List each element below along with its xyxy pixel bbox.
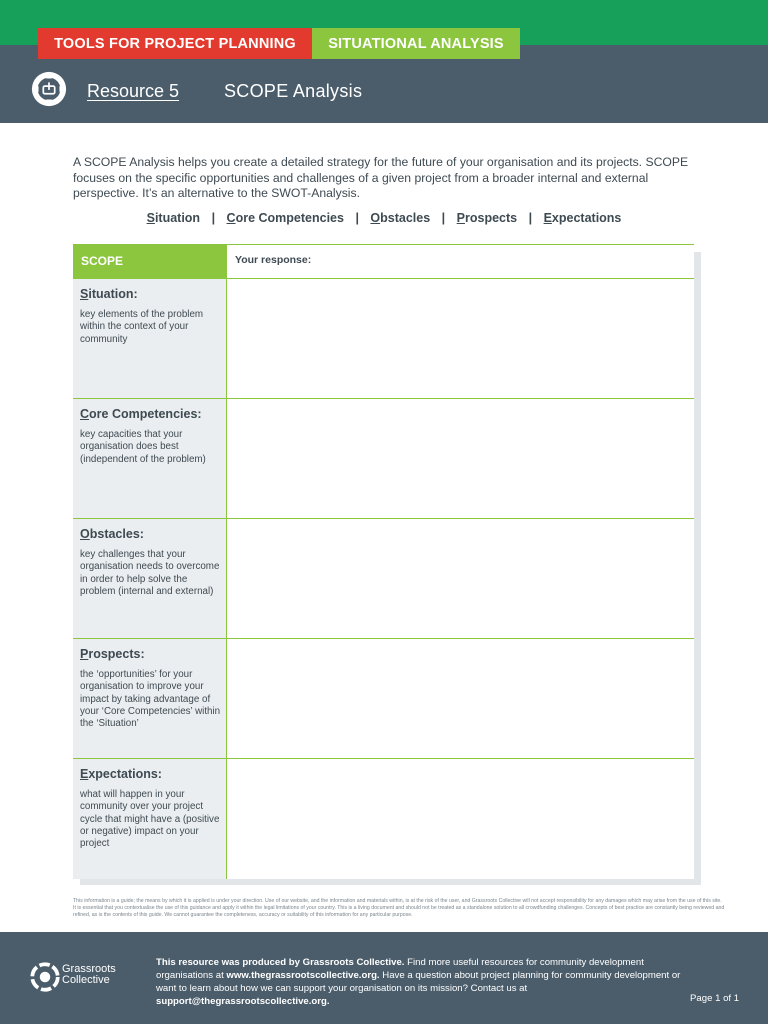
row-label-cell	[73, 399, 226, 518]
nav-separator: |	[528, 211, 533, 225]
row-description: key challenges that your organisation needs to overcome in order to help solve the problem (internal and external)	[80, 549, 220, 597]
row-title: Expectations:	[80, 767, 162, 781]
row-label-cell	[73, 759, 226, 879]
intro-paragraph: A SCOPE Analysis helps you create a detailed strategy for the future of your organisation and its projects. SCOPE focuses on the specific opportunities and challenges of a given project from a broader internal and external perspective. It’s an alternative to the SWOT-Analysis.	[73, 155, 689, 200]
row-label-cell	[73, 279, 226, 398]
nav-expectations: Expectations	[543, 211, 622, 225]
row-label-cell	[73, 519, 226, 638]
row-description: key elements of the problem within the context of your community	[80, 309, 204, 345]
table-row-obstacles	[73, 519, 694, 639]
response-field-prospects[interactable]	[226, 639, 694, 758]
row-description: key capacities that your organisation does best (independent of the problem)	[80, 429, 206, 465]
row-title: Core Competencies:	[80, 407, 202, 421]
website-link[interactable]: www.thegrassrootscollective.org.	[226, 970, 380, 981]
response-field-obstacles[interactable]	[226, 519, 694, 638]
table-row-expectations	[73, 759, 694, 879]
row-label-cell	[73, 639, 226, 758]
resource-number: Resource 5	[87, 81, 180, 101]
nav-separator: |	[211, 211, 216, 225]
nav-situation: Situation	[146, 211, 201, 225]
table-row-core-competencies	[73, 399, 694, 519]
row-title: Situation:	[80, 287, 138, 301]
support-email-link[interactable]: support@thegrassrootscollective.org.	[156, 996, 330, 1007]
grassroots-logo-icon	[30, 962, 60, 992]
tab-situational-analysis: SITUATIONAL ANALYSIS	[312, 28, 520, 59]
response-field-expectations[interactable]	[226, 759, 694, 879]
scope-table	[73, 244, 694, 878]
page-number: Page 1 of 1	[690, 993, 740, 1004]
footer-produced-by: This resource was produced by Grassroots Collective.	[156, 957, 405, 968]
nav-separator: |	[355, 211, 359, 225]
response-field-core-competencies[interactable]	[226, 399, 694, 518]
page-title: SCOPE Analysis	[224, 81, 363, 101]
response-field-situation[interactable]	[226, 279, 694, 398]
table-row-prospects	[73, 639, 694, 759]
nav-prospects: Prospects	[456, 211, 518, 225]
row-title: Prospects:	[80, 647, 145, 661]
disclaimer-text: This information is a guide; the means by which it is applied is under your direction. Use of our website, and the information and materials within, is at the risk of the user, and Grassroots Collective will not accept responsibility for any damages which may arise from the use of this site. It is essential that you contextualise the use of this guidance and apply it within the legal limitations of your country. This is a living document and should not be treated as a standalone solution to all crowdfunding challenges. Concepts of best practice are constantly being reviewed and refined, as is the contents of this guide. We cannot guarantee the completeness, accuracy or suitability of this information for any particular purpose.	[73, 898, 725, 918]
row-description: the ‘opportunities’ for your organisation to improve your impact by taking advantage of your ‘Core Competencies’ within the ‘Situation’	[80, 669, 221, 730]
table-header-scope: SCOPE	[73, 245, 226, 279]
nav-separator: |	[441, 211, 446, 225]
nav-obstacles: Obstacles	[370, 211, 431, 225]
tab-tools-for-project-planning: TOOLS FOR PROJECT PLANNING	[38, 28, 312, 59]
nav-core-competencies: Core Competencies	[226, 211, 344, 225]
row-title: Obstacles:	[80, 527, 144, 541]
grassroots-logo-icon	[30, 70, 68, 108]
table-row-situation	[73, 279, 694, 399]
scope-acronym-line	[0, 211, 768, 225]
footer-info-text: This resource was produced by Grassroots Collective. Find more useful resources for community development organisations at www.thegrassrootscollective.org. Have a question about project planning for community development or want to learn about how we can support your organisation on its mission? Contact us at support@thegrassrootscollective.org.	[156, 957, 681, 1007]
footer-brand-name: Grassroots Collective	[62, 963, 116, 986]
row-description: what will happen in your community over your project cycle that might have a (positive or negative) impact on your project	[80, 789, 220, 850]
table-header-response: Your response:	[226, 245, 694, 279]
